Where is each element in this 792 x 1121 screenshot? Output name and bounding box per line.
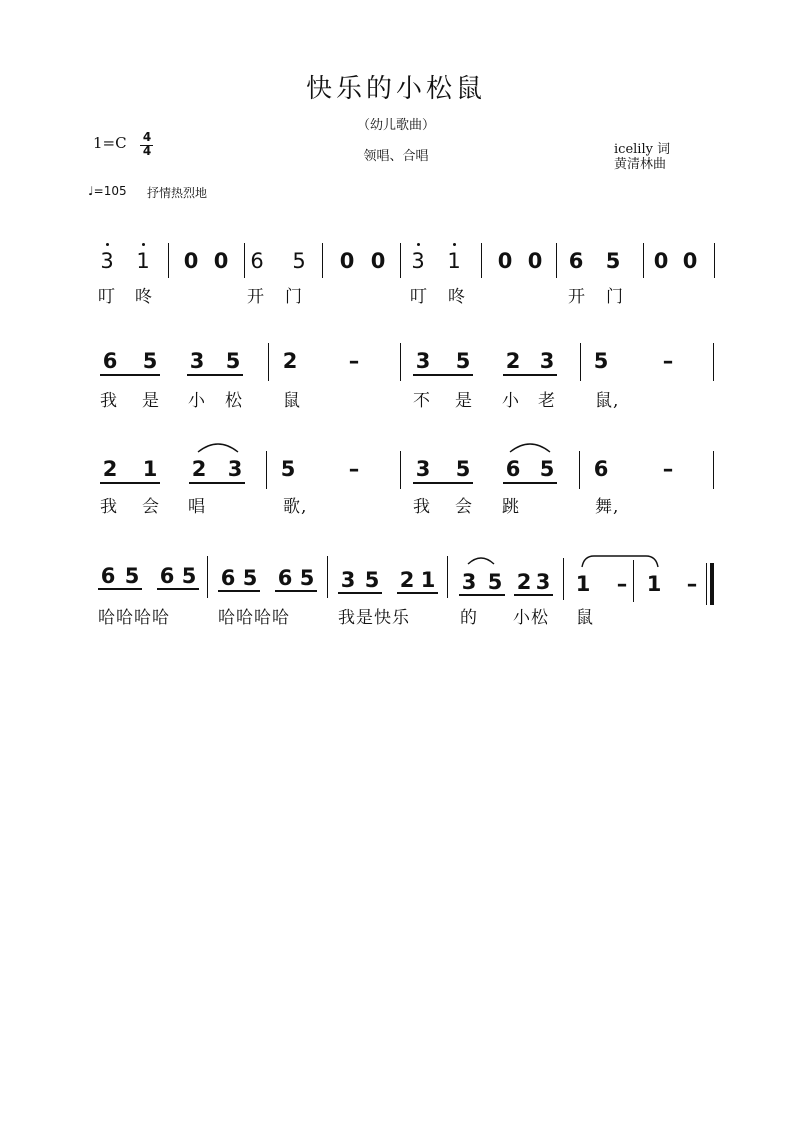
performance-note: 领唱、合唱 — [363, 149, 429, 164]
eighth-underline — [413, 374, 473, 376]
lyric: 老 — [538, 391, 556, 411]
note: 5 — [181, 564, 197, 588]
lyric: 鼠, — [595, 391, 620, 411]
eighth-underline — [98, 588, 142, 590]
high-octave-dot — [142, 243, 145, 246]
lyric: 开 — [247, 287, 265, 307]
lyric: 我 — [100, 391, 118, 411]
key-signature: 1=C — [93, 134, 127, 152]
note: 3 — [189, 349, 205, 373]
lyric: 我 — [100, 497, 118, 517]
lyric: 门 — [285, 287, 303, 307]
lyric: 鼠 — [283, 391, 301, 411]
note: 6 — [220, 566, 236, 590]
note: 3 — [411, 249, 425, 273]
barline — [168, 243, 169, 278]
note: – — [662, 349, 674, 373]
barline — [556, 243, 557, 278]
barline — [400, 343, 401, 381]
note: 3 — [227, 457, 243, 481]
barline — [268, 343, 269, 381]
barline — [579, 451, 580, 489]
note: 5 — [605, 249, 621, 273]
composer-credit: 黄清林曲 — [614, 157, 667, 172]
lyric: 叮 — [98, 287, 116, 307]
slur — [508, 440, 552, 454]
note: 5 — [242, 566, 258, 590]
lyric: 小松 — [513, 608, 549, 628]
lyric: 松 — [225, 391, 243, 411]
lyric: 我是快乐 — [338, 608, 410, 628]
note: 0 — [527, 249, 543, 273]
note: 3 — [100, 249, 114, 273]
note: 5 — [124, 564, 140, 588]
final-barline-thick — [710, 563, 714, 605]
lyric: 小 — [188, 391, 206, 411]
eighth-underline — [514, 594, 553, 596]
barline — [481, 243, 482, 278]
lyric: 咚 — [135, 287, 153, 307]
time-signature-bottom: 4 — [142, 144, 152, 158]
note: 6 — [102, 349, 118, 373]
note: 5 — [539, 457, 555, 481]
lyric: 我 — [413, 497, 431, 517]
eighth-underline — [157, 588, 199, 590]
note: 5 — [299, 566, 315, 590]
barline — [447, 556, 448, 598]
note: 6 — [568, 249, 584, 273]
lyric: 的 — [460, 608, 478, 628]
note: 1 — [447, 249, 461, 273]
note: – — [348, 349, 360, 373]
note: 5 — [364, 568, 380, 592]
lyric: 会 — [142, 497, 160, 517]
note: 1 — [575, 572, 591, 596]
eighth-underline — [275, 590, 317, 592]
note: 5 — [292, 249, 306, 273]
note: 0 — [213, 249, 229, 273]
note: 1 — [420, 568, 436, 592]
barline — [713, 343, 714, 381]
note: – — [662, 457, 674, 481]
note: 2 — [505, 349, 521, 373]
lyric: 跳 — [502, 497, 520, 517]
note: 0 — [653, 249, 669, 273]
lyric: 是 — [455, 391, 473, 411]
eighth-underline — [459, 594, 505, 596]
note: 3 — [415, 349, 431, 373]
barline — [244, 243, 245, 278]
note: – — [348, 457, 360, 481]
lyric: 是 — [142, 391, 160, 411]
barline — [400, 451, 401, 489]
note: 5 — [487, 570, 503, 594]
eighth-underline — [338, 592, 382, 594]
barline — [633, 560, 634, 602]
lyric: 唱 — [188, 497, 206, 517]
eighth-underline — [218, 590, 260, 592]
lyric: 门 — [606, 287, 624, 307]
note: 1 — [646, 572, 662, 596]
note: 6 — [100, 564, 116, 588]
note: 5 — [142, 349, 158, 373]
lyric: 咚 — [448, 287, 466, 307]
note: 6 — [250, 249, 264, 273]
song-subtitle: （幼儿歌曲） — [356, 118, 435, 133]
lyric: 会 — [455, 497, 473, 517]
barline — [714, 243, 715, 278]
high-octave-dot — [417, 243, 420, 246]
note: – — [616, 572, 628, 596]
note: 1 — [136, 249, 150, 273]
eighth-underline — [100, 374, 160, 376]
lyric: 鼠 — [576, 608, 594, 628]
tie — [580, 553, 660, 569]
barline — [327, 556, 328, 598]
note: 5 — [455, 349, 471, 373]
note: 6 — [505, 457, 521, 481]
eighth-underline — [189, 482, 245, 484]
note: 2 — [191, 457, 207, 481]
barline — [580, 343, 581, 381]
lyric: 不 — [413, 391, 431, 411]
tempo-marking: ♩=105 — [88, 184, 127, 198]
note: 5 — [225, 349, 241, 373]
lyric: 哈哈哈哈 — [98, 608, 170, 628]
high-octave-dot — [453, 243, 456, 246]
lyric: 舞, — [595, 497, 620, 517]
lyric: 哈哈哈哈 — [218, 608, 290, 628]
lyricist-credit: icelily 词 — [614, 142, 671, 157]
note: 3 — [340, 568, 356, 592]
barline — [266, 451, 267, 489]
note: 2 — [399, 568, 415, 592]
note: 3 — [415, 457, 431, 481]
eighth-underline — [503, 482, 557, 484]
eighth-underline — [503, 374, 557, 376]
note: 1 — [142, 457, 158, 481]
note: – — [686, 572, 698, 596]
song-title: 快乐的小松鼠 — [305, 74, 486, 104]
note: 5 — [593, 349, 609, 373]
final-barline-thin — [706, 563, 707, 605]
note: 3 — [535, 570, 551, 594]
barline — [713, 451, 714, 489]
note: 0 — [370, 249, 386, 273]
barline — [322, 243, 323, 278]
eighth-underline — [397, 592, 438, 594]
expression-marking: 抒情热烈地 — [147, 186, 208, 200]
note: 2 — [516, 570, 532, 594]
barline — [207, 556, 208, 598]
note: 6 — [593, 457, 609, 481]
note: 0 — [183, 249, 199, 273]
note: 0 — [339, 249, 355, 273]
lyric: 开 — [568, 287, 586, 307]
barline — [400, 243, 401, 278]
note: 5 — [280, 457, 296, 481]
note: 2 — [282, 349, 298, 373]
note: 2 — [102, 457, 118, 481]
note: 0 — [497, 249, 513, 273]
time-signature-top: 4 — [142, 130, 152, 144]
eighth-underline — [100, 482, 160, 484]
eighth-underline — [413, 482, 473, 484]
note: 6 — [159, 564, 175, 588]
lyric: 叮 — [410, 287, 428, 307]
eighth-underline — [187, 374, 243, 376]
note: 3 — [539, 349, 555, 373]
barline — [563, 558, 564, 600]
lyric: 歌, — [283, 497, 308, 517]
note: 6 — [277, 566, 293, 590]
note: 0 — [682, 249, 698, 273]
note: 5 — [455, 457, 471, 481]
note: 3 — [461, 570, 477, 594]
barline — [643, 243, 644, 278]
slur — [466, 554, 496, 566]
slur — [196, 440, 240, 454]
lyric: 小 — [502, 391, 520, 411]
high-octave-dot — [106, 243, 109, 246]
